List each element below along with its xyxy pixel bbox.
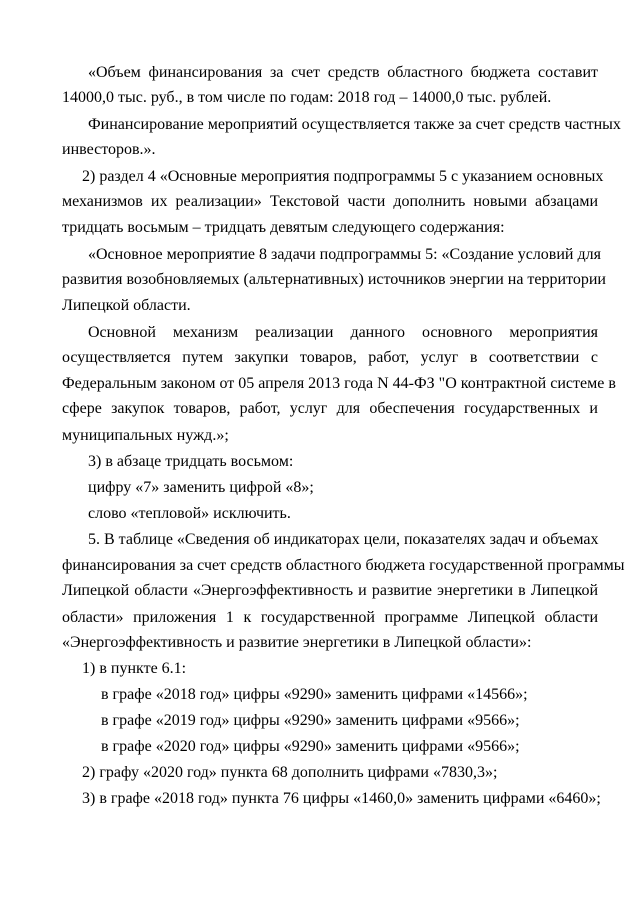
text-line: Липецкой области.	[62, 297, 191, 314]
text-line: осуществляется путем закупки товаров, работ, услуг в соответствии с	[62, 349, 598, 366]
text-line: тридцать восьмым – тридцать девятым следующего содержания:	[62, 219, 505, 236]
text-line: «Энергоэффективность и развитие энергетики в Липецкой области»:	[62, 634, 532, 651]
text-line: «Основное мероприятие 8 задачи подпрограммы 5: «Создание условий для	[88, 246, 601, 263]
text-line: инвесторов.».	[62, 141, 156, 158]
text-line: муниципальных нужд.»;	[62, 427, 229, 444]
text-line: 14000,0 тыс. руб., в том числе по годам: 2018 год – 14000,0 тыс. рублей.	[62, 89, 552, 106]
text-line: развития возобновляемых (альтернативных) источников энергии на территории	[62, 271, 606, 288]
text-line: сфере закупок товаров, работ, услуг для обеспечения государственных и	[62, 400, 598, 417]
text-line: Основной механизм реализации данного основного мероприятия	[88, 324, 598, 341]
text-line: слово «тепловой» исключить.	[88, 505, 291, 522]
text-line: цифру «7» заменить цифрой «8»;	[88, 479, 314, 496]
text-line: Финансирование мероприятий осуществляется также за счет средств частных	[88, 116, 621, 133]
text-line: Липецкой области «Энергоэффективность и развитие энергетики в Липецкой	[62, 582, 598, 599]
text-line: 3) в графе «2018 год» пункта 76 цифры «1460,0» заменить цифрами «6460»;	[82, 790, 601, 807]
text-line: 2) графу «2020 год» пункта 68 дополнить цифрами «7830,3»;	[82, 764, 498, 781]
text-line: «Объем финансирования за счет средств областного бюджета составит	[88, 64, 598, 81]
text-line: финансирования за счет средств областного бюджета государственной программы	[62, 557, 625, 574]
text-line: механизмов их реализации» Текстовой части дополнить новыми абзацами	[62, 193, 598, 210]
text-line: в графе «2020 год» цифры «9290» заменить цифрами «9566»;	[101, 738, 520, 755]
text-line: 5. В таблице «Сведения об индикаторах цели, показателях задач и объемах	[88, 531, 599, 548]
text-line: Федеральным законом от 05 апреля 2013 года N 44-ФЗ "О контрактной системе в	[62, 375, 616, 392]
text-line: области» приложения 1 к государственной программе Липецкой области	[62, 609, 598, 626]
text-line: в графе «2018 год» цифры «9290» заменить цифрами «14566»;	[101, 686, 528, 703]
text-line: 1) в пункте 6.1:	[82, 660, 187, 677]
text-line: 2) раздел 4 «Основные мероприятия подпрограммы 5 с указанием основных	[82, 168, 604, 185]
text-line: в графе «2019 год» цифры «9290» заменить цифрами «9566»;	[101, 712, 520, 729]
text-line: 3) в абзаце тридцать восьмом:	[88, 453, 294, 470]
